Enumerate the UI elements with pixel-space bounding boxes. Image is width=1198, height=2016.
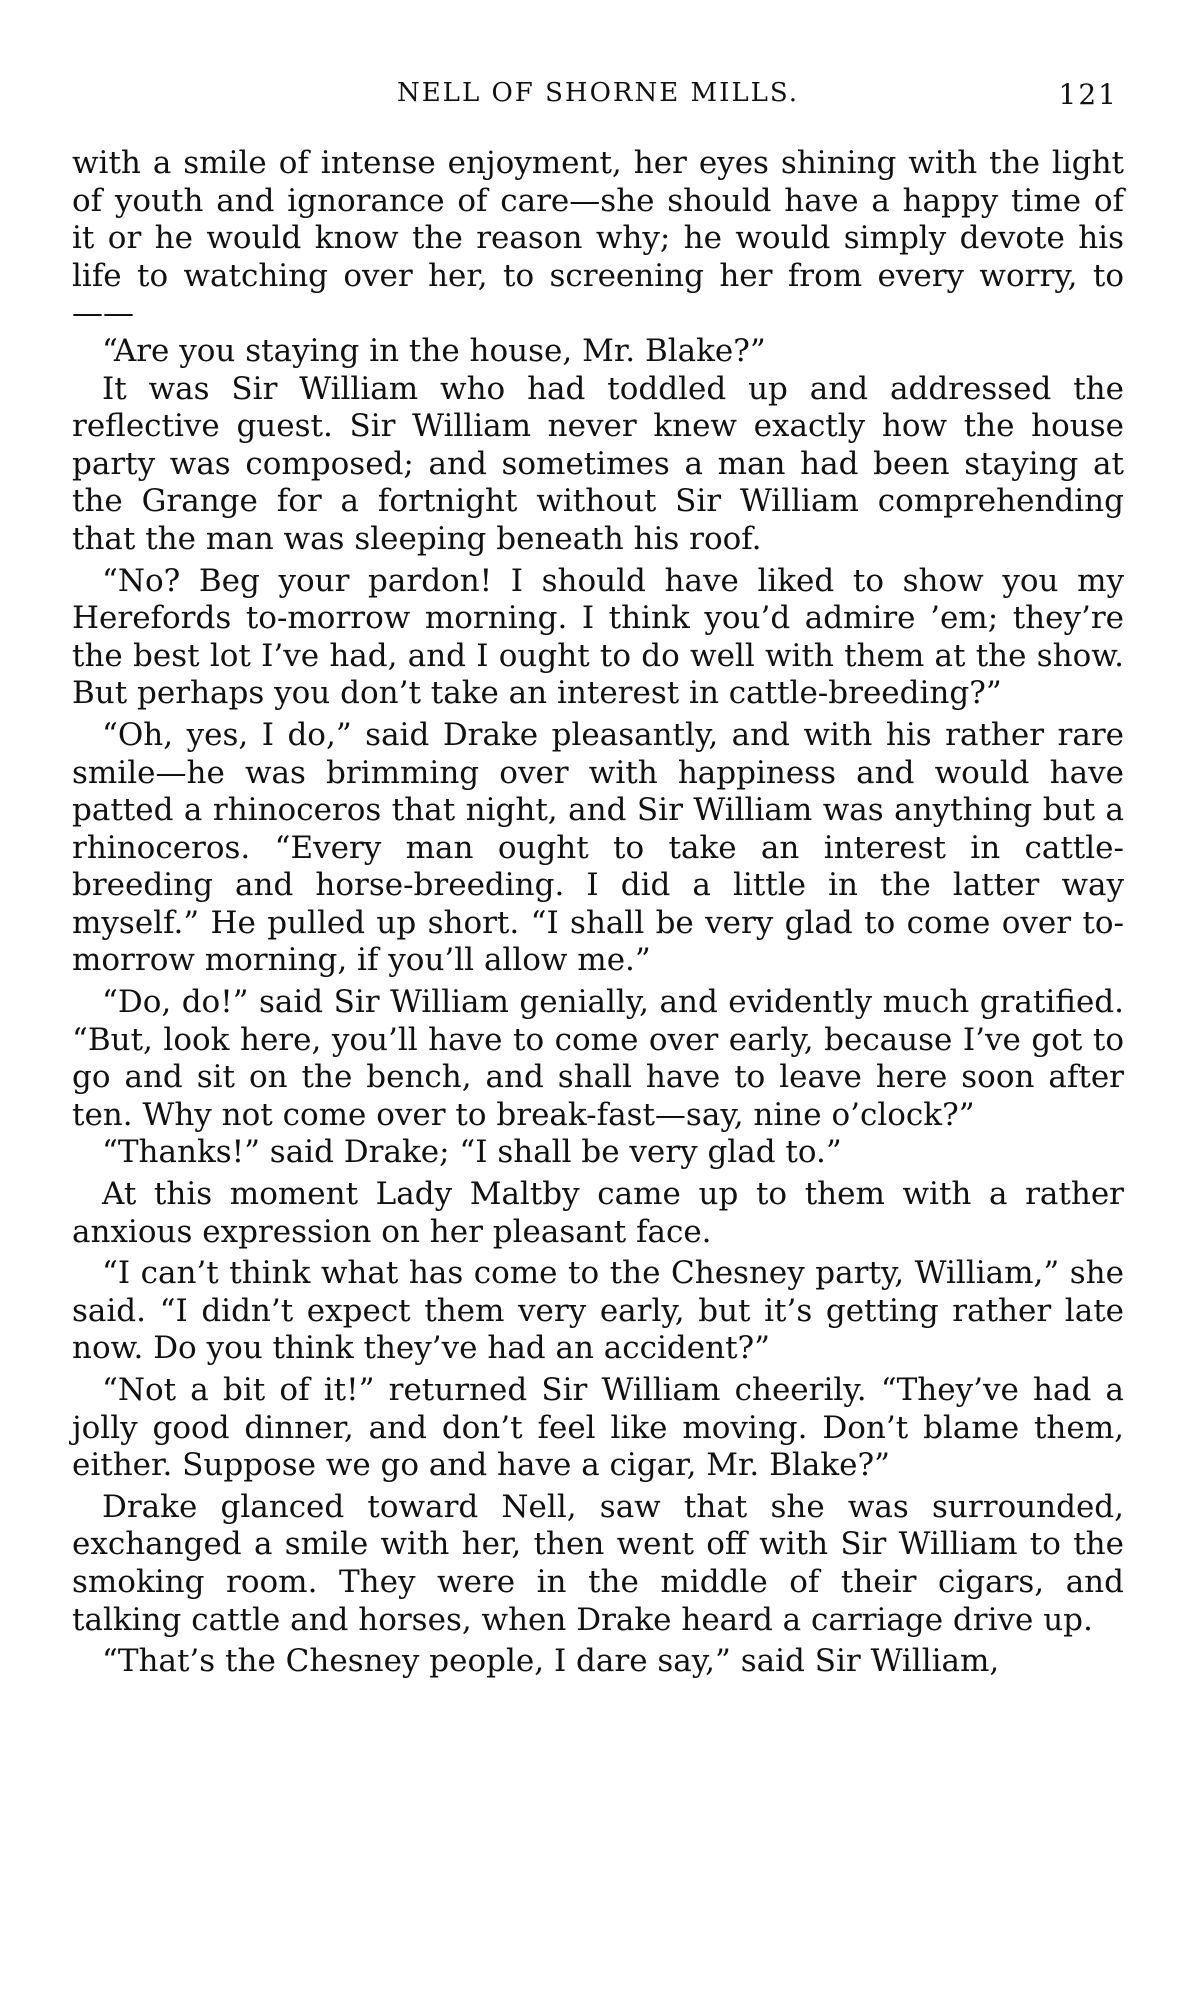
paragraph: “That’s the Chesney people, I dare say,” said Sir William, <box>102 1643 1000 1680</box>
running-title: NELL OF SHORNE MILLS. <box>396 78 800 108</box>
paragraph: “Not a bit of it!” returned Sir William cheerily. “They’ve had a jolly good dinner, and don’t feel like moving. Don’t blame them, either. Suppose we go and have a cigar, Mr. Blake?” <box>72 1372 1124 1484</box>
paragraph: It was Sir William who had toddled up and addressed the reflective guest. Sir William never knew exactly how the house party was composed; and sometimes a man had been staying at the Grange for a fortnight without Sir William comprehending that the man was sleeping beneath his roof. <box>72 370 1124 557</box>
body-text <box>72 145 1124 1681</box>
paragraph: Drake glanced toward Nell, saw that she was surrounded, exchanged a smile with her, then went off with Sir William to the smoking room. They were in the middle of their cigars, and talking cattle and horses, when Drake heard a carriage drive up. <box>72 1488 1124 1638</box>
paragraph: “Do, do!” said Sir William genially, and evidently much gratified. “But, look here, you’ll have to come over early, because I’ve got to go and sit on the bench, and shall have to leave here soon after ten. Why not come over to break-fast—say, nine o’clock?” <box>72 984 1124 1133</box>
paragraph: “Are you staying in the house, Mr. Blake?” <box>102 332 766 369</box>
paragraph: “Oh, yes, I do,” said Drake pleasantly, and with his rather rare smile—he was brimming over with happiness and would have patted a rhinoceros that night, and Sir William was anything but a rhinoceros. “Every man ought to take an interest in cattle-breeding and horse-breeding. I did a little in the latter way myself.” He pulled up short. “I shall be very glad to come over to-morrow morning, if you’ll allow me.” <box>72 716 1124 979</box>
paragraph: “I can’t think what has come to the Chesney party, William,” she said. “I didn’t expect them very early, but it’s getting rather late now. Do you think they’ve had an accident?” <box>72 1255 1124 1367</box>
page-number: 121 <box>1058 78 1118 111</box>
paragraph: with a smile of intense enjoyment, her eyes shining with the light of youth and ignorance of care—she should have a happy time of it or he would know the reason why; he would simply devote his life to watching over her, to screening her from every worry, to—— <box>72 145 1124 332</box>
paragraph: “Thanks!” said Drake; “I shall be very glad to.” <box>102 1134 842 1171</box>
page-header <box>74 78 1122 118</box>
paragraph: At this moment Lady Maltby came up to them with a rather anxious expression on her pleasant face. <box>72 1176 1124 1250</box>
paragraph: “No? Beg your pardon! I should have liked to show you my Herefords to-morrow morning. I think you’d admire ’em; they’re the best lot I’ve had, and I ought to do well with them at the show. But perhaps you don’t take an interest in cattle-breeding?” <box>72 562 1124 712</box>
